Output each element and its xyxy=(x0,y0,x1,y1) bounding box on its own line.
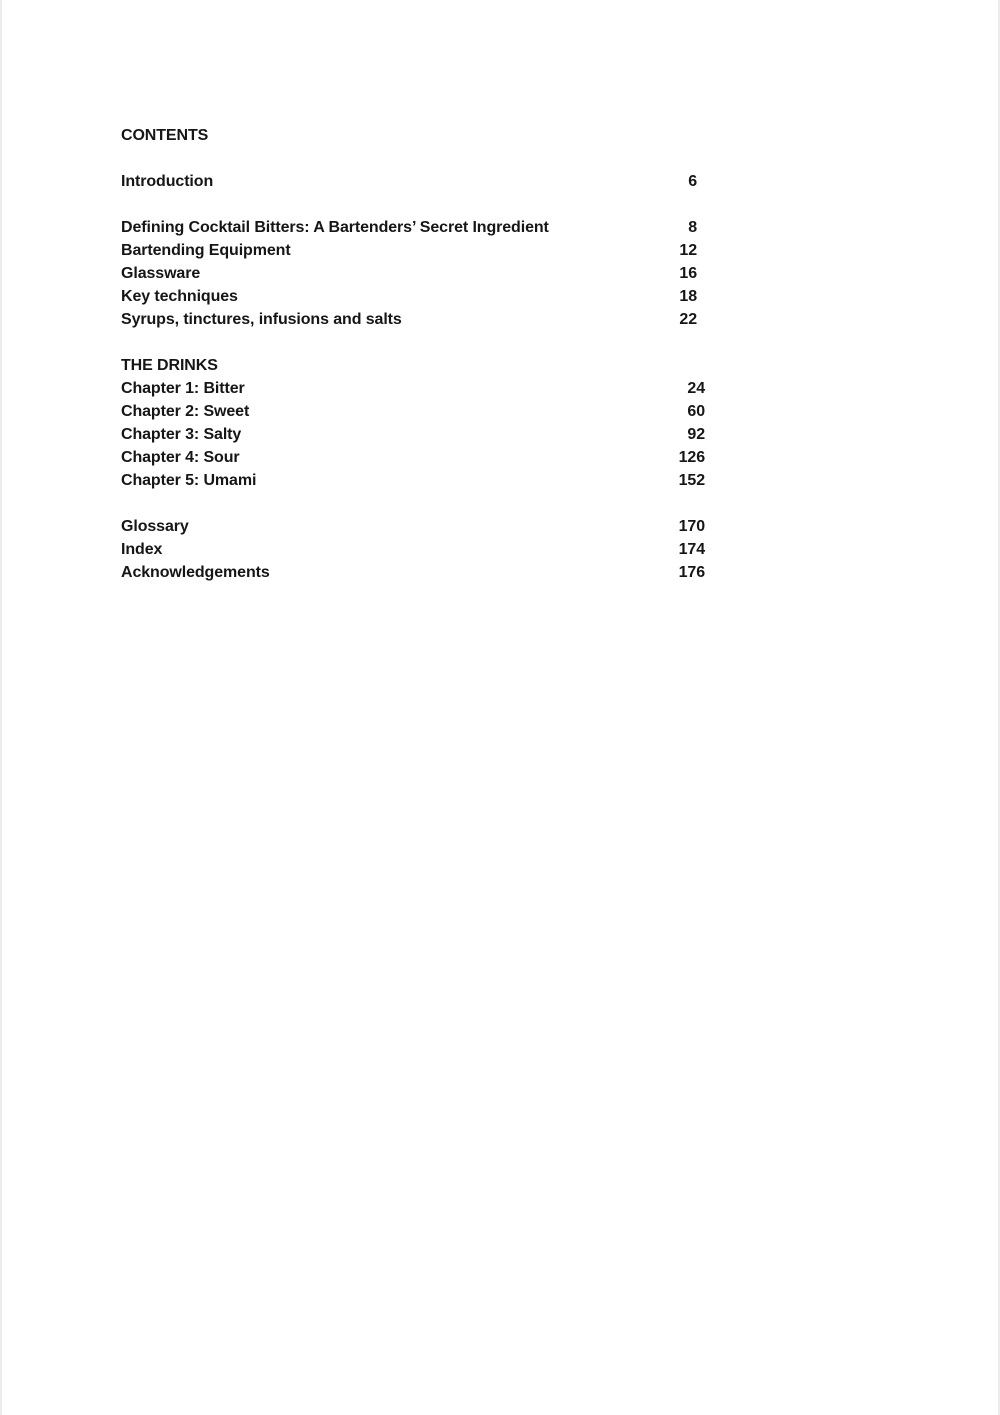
toc-entry-page: 152 xyxy=(678,472,705,489)
toc-entry xyxy=(121,515,705,538)
toc-group-back xyxy=(121,515,705,584)
toc-entry xyxy=(121,469,705,492)
toc-entry-label: Chapter 5: Umami xyxy=(121,472,257,489)
toc-group-front xyxy=(121,170,705,193)
toc-entry-page: 174 xyxy=(678,541,705,558)
toc-entry-page: 126 xyxy=(678,449,705,466)
toc-entry xyxy=(121,377,705,400)
toc-entry-label: Chapter 2: Sweet xyxy=(121,403,250,420)
toc-entry-page: 16 xyxy=(679,265,697,282)
toc-entry-label: Glossary xyxy=(121,518,189,535)
section-heading-the-drinks: THE DRINKS xyxy=(121,357,218,374)
toc-entry xyxy=(121,308,705,331)
toc-entry-label: Chapter 1: Bitter xyxy=(121,380,245,397)
toc-entry xyxy=(121,262,705,285)
toc-entry-page: 24 xyxy=(687,380,705,397)
spacer xyxy=(121,193,705,216)
toc-entry-page: 170 xyxy=(678,518,705,535)
toc-entry xyxy=(121,400,705,423)
toc-entry-page: 176 xyxy=(678,564,705,581)
toc-entry xyxy=(121,446,705,469)
toc-group-basics xyxy=(121,216,705,331)
toc-entry-label: Chapter 3: Salty xyxy=(121,426,242,443)
spacer xyxy=(121,331,705,354)
toc-entry xyxy=(121,170,705,193)
toc-entry-label: Acknowledgements xyxy=(121,564,270,581)
toc-entry-label: Chapter 4: Sour xyxy=(121,449,240,466)
toc-entry-page: 8 xyxy=(688,219,697,236)
toc-entry-label: Defining Cocktail Bitters: A Bartenders’ Secret Ingredient xyxy=(121,219,549,236)
toc-entry-page: 18 xyxy=(679,288,697,305)
toc-entry-label: Introduction xyxy=(121,173,214,190)
toc-entry-label: Bartending Equipment xyxy=(121,242,291,259)
page-edge-left xyxy=(0,0,2,1415)
toc-entry-page: 92 xyxy=(687,426,705,443)
toc-entry-page: 6 xyxy=(688,173,697,190)
toc-entry xyxy=(121,285,705,308)
toc-entry-label: Glassware xyxy=(121,265,201,282)
toc-entry xyxy=(121,538,705,561)
contents-title: CONTENTS xyxy=(121,127,209,144)
toc-entry-page: 60 xyxy=(687,403,705,420)
toc-entry-page: 22 xyxy=(679,311,697,328)
toc-entry xyxy=(121,216,705,239)
toc-entry xyxy=(121,561,705,584)
toc-entry-label: Key techniques xyxy=(121,288,238,305)
toc-entry-page: 12 xyxy=(679,242,697,259)
spacer xyxy=(121,492,705,515)
toc-group-drinks xyxy=(121,354,705,492)
toc-entry-label: Index xyxy=(121,541,163,558)
table-of-contents xyxy=(121,124,705,584)
toc-entry-label: Syrups, tinctures, infusions and salts xyxy=(121,311,402,328)
toc-entry xyxy=(121,239,705,262)
toc-entry xyxy=(121,423,705,446)
